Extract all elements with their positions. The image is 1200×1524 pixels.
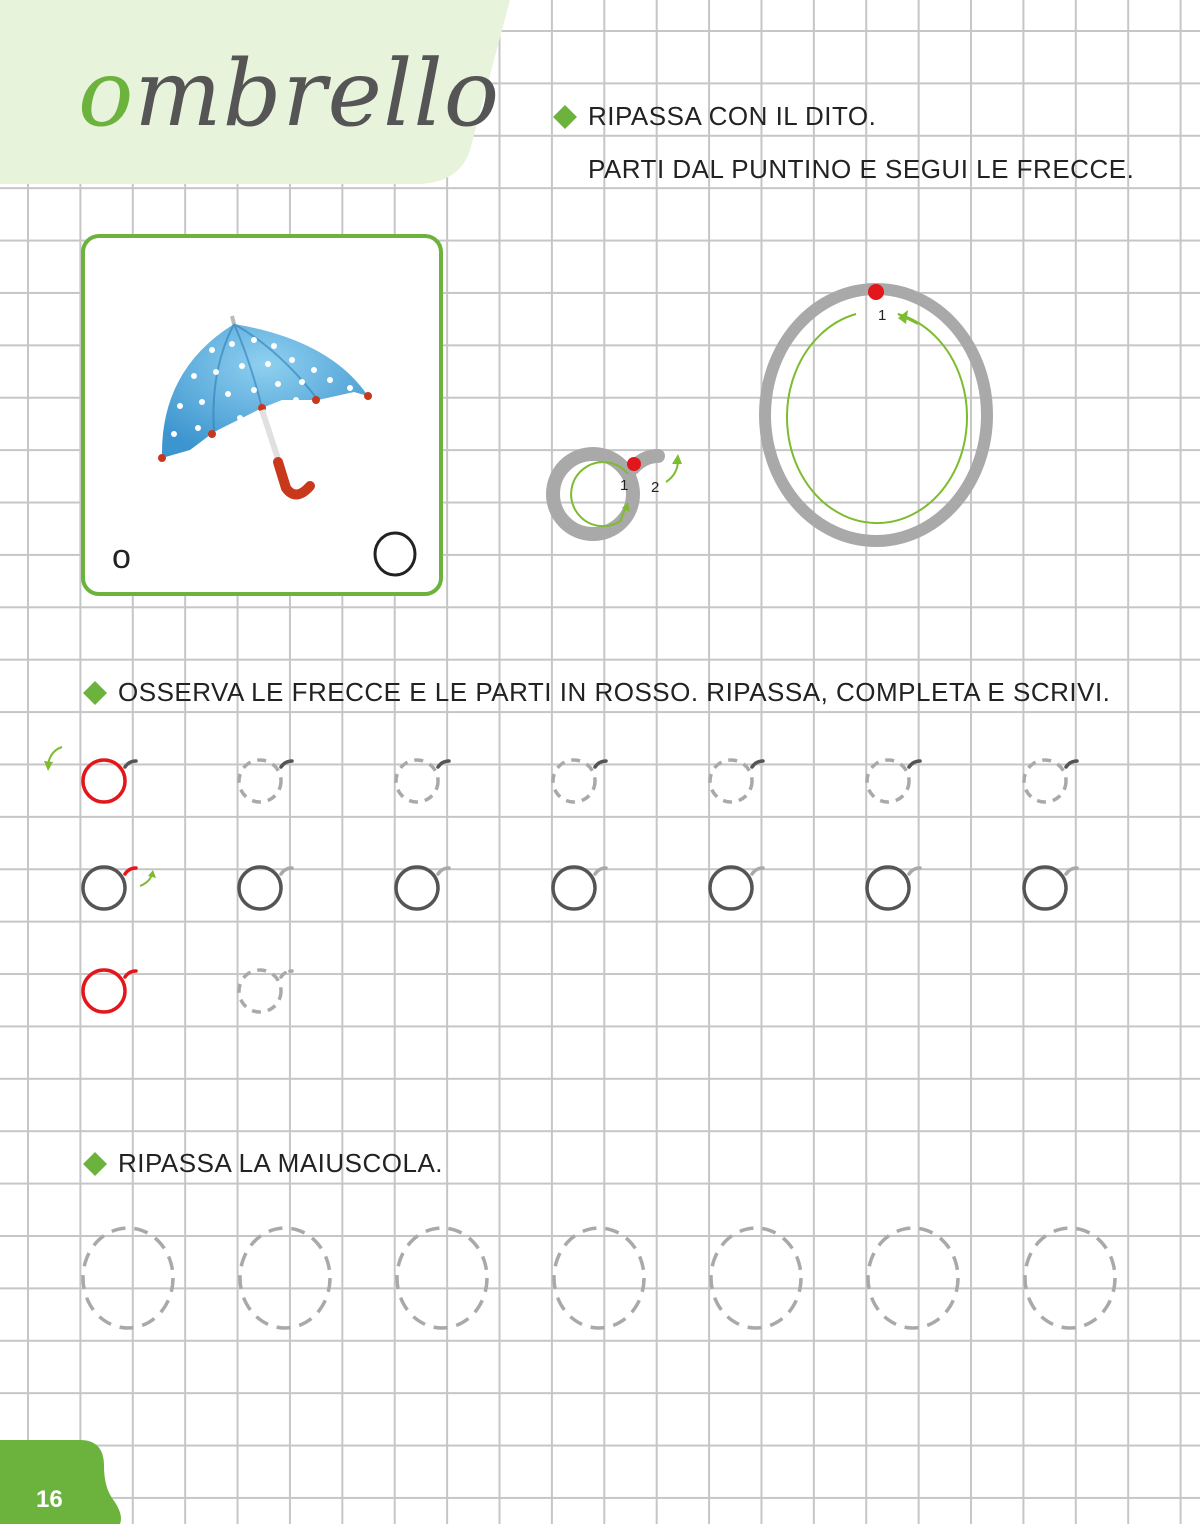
diamond-bullet-icon	[82, 680, 108, 706]
diamond-bullet-icon	[552, 104, 578, 130]
title-rest: mbrello	[134, 40, 501, 147]
lowercase-o-complete-tail	[995, 852, 1095, 922]
umbrella-icon	[150, 310, 380, 505]
lowercase-o-dashed	[681, 745, 781, 815]
capital-o-step-1: 1	[878, 307, 887, 324]
lowercase-o-complete-tail	[838, 852, 938, 922]
capital-o-dashed	[233, 1222, 337, 1334]
lowercase-o-tail-model	[54, 852, 164, 922]
title-word	[78, 40, 500, 147]
small-o-stroke-guide	[548, 440, 698, 550]
lowercase-label: o	[112, 538, 131, 576]
lowercase-o-dashed	[210, 745, 310, 815]
small-o-step-1: 1	[620, 477, 629, 494]
lowercase-o-complete-tail	[524, 852, 624, 922]
instruction-trace-2: PARTI DAL PUNTINO E SEGUI LE FRECCE.	[588, 154, 1135, 184]
instruction-trace-1: RIPASSA CON IL DITO.	[588, 101, 877, 131]
lowercase-o-complete-tail	[681, 852, 781, 922]
diamond-bullet-icon	[82, 1151, 108, 1177]
title-first-letter: o	[78, 40, 135, 147]
capital-o-dashed	[547, 1222, 651, 1334]
lowercase-o-dashed	[838, 745, 938, 815]
capital-o-dashed	[704, 1222, 808, 1334]
lowercase-o-complete-tail	[367, 852, 467, 922]
lowercase-o-red-model	[40, 745, 150, 815]
lowercase-o-complete-tail	[210, 852, 310, 922]
lowercase-o-dashed	[367, 745, 467, 815]
capital-o-stroke-guide	[756, 280, 1002, 550]
lowercase-o-dashed	[995, 745, 1095, 815]
capital-o-dashed	[390, 1222, 494, 1334]
capital-o-label-icon	[372, 530, 418, 578]
lowercase-o-dashed	[524, 745, 624, 815]
lowercase-o-red-full	[54, 955, 154, 1025]
instruction-uppercase: RIPASSA LA MAIUSCOLA.	[118, 1148, 444, 1178]
page-number: 16	[36, 1486, 63, 1513]
capital-o-dashed	[861, 1222, 965, 1334]
capital-o-dashed	[1018, 1222, 1122, 1334]
lowercase-o-dashed-full	[210, 955, 310, 1025]
instruction-observe: OSSERVA LE FRECCE E LE PARTI IN ROSSO. RIPASSA, COMPLETA E SCRIVI.	[118, 677, 1111, 707]
small-o-step-2: 2	[651, 479, 660, 496]
capital-o-dashed	[76, 1222, 180, 1334]
